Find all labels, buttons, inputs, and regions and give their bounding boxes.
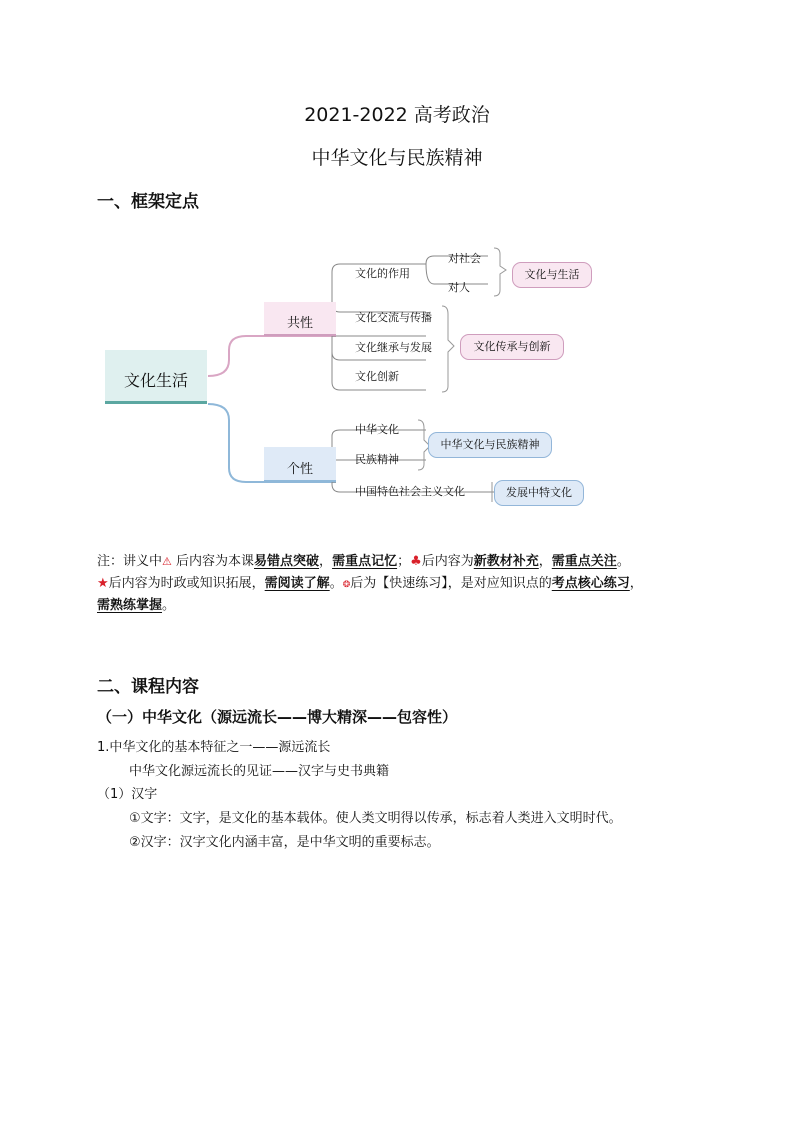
item-culture-innovation: 文化创新	[355, 370, 399, 383]
subsection-heading: （一）中华文化（源远流长——博大精深——包容性）	[97, 708, 458, 726]
document-title-topic: 中华文化与民族精神	[311, 147, 483, 169]
mind-map-root	[105, 350, 207, 404]
warning-icon: ⚠	[162, 555, 172, 568]
subitem-society: 对社会	[448, 252, 481, 265]
club-icon: ♣	[410, 554, 422, 569]
subitem-person: 对人	[448, 281, 470, 294]
section-heading-content: 二、课程内容	[97, 677, 199, 697]
content-line-3: （1）汉字	[97, 787, 158, 802]
connector-common	[208, 336, 336, 376]
note-line-3: 需熟练掌握。	[97, 598, 176, 613]
content-line-5: ②汉字：汉字文化内涵丰富，是中华文明的重要标志。	[129, 835, 440, 850]
document-title-year: 2021-2022 高考政治	[304, 104, 490, 126]
item-national-spirit: 民族精神	[355, 453, 399, 466]
content-line-1: 1.中华文化的基本特征之一——源远流长	[97, 740, 331, 755]
item-culture-role: 文化的作用	[355, 267, 410, 280]
content-line-2: 中华文化源远流长的见证——汉字与史书典籍	[129, 764, 390, 779]
section-heading-framework: 一、框架定点	[97, 192, 199, 212]
target-chinese-culture-spirit: 中华文化与民族精神	[428, 432, 552, 458]
note-line-2: ★后内容为时政或知识拓展，需阅读了解。❂后为【快速练习】，是对应知识点的考点核心练习，	[97, 576, 643, 591]
item-chinese-culture: 中华文化	[355, 423, 399, 436]
branch-individual-label: 个性	[286, 462, 313, 477]
branch-common-label: 共性	[286, 316, 313, 331]
content-line-4: ①文字：文字，是文化的基本载体。使人类文明得以传承，标志着人类进入文明时代。	[129, 811, 622, 826]
item-culture-exchange: 文化交流与传播	[355, 311, 432, 324]
mind-map	[96, 240, 616, 520]
star-icon: ★	[97, 576, 109, 591]
target-develop-culture: 发展中特文化	[494, 480, 584, 506]
item-culture-inherit: 文化继承与发展	[355, 341, 432, 354]
branch-common	[264, 302, 336, 336]
note-line-1: 注：讲义中⚠ 后内容为本课易错点突破，需重点记忆；♣后内容为新教材补充，需重点关注。	[97, 554, 630, 569]
target-culture-life: 文化与生活	[512, 262, 592, 288]
item-socialist-culture: 中国特色社会主义文化	[355, 485, 465, 498]
target-culture-inherit-innovate: 文化传承与创新	[460, 334, 564, 360]
branch-individual	[264, 447, 336, 482]
mind-map-root-label: 文化生活	[123, 371, 188, 390]
practice-icon: ❂	[342, 580, 351, 590]
